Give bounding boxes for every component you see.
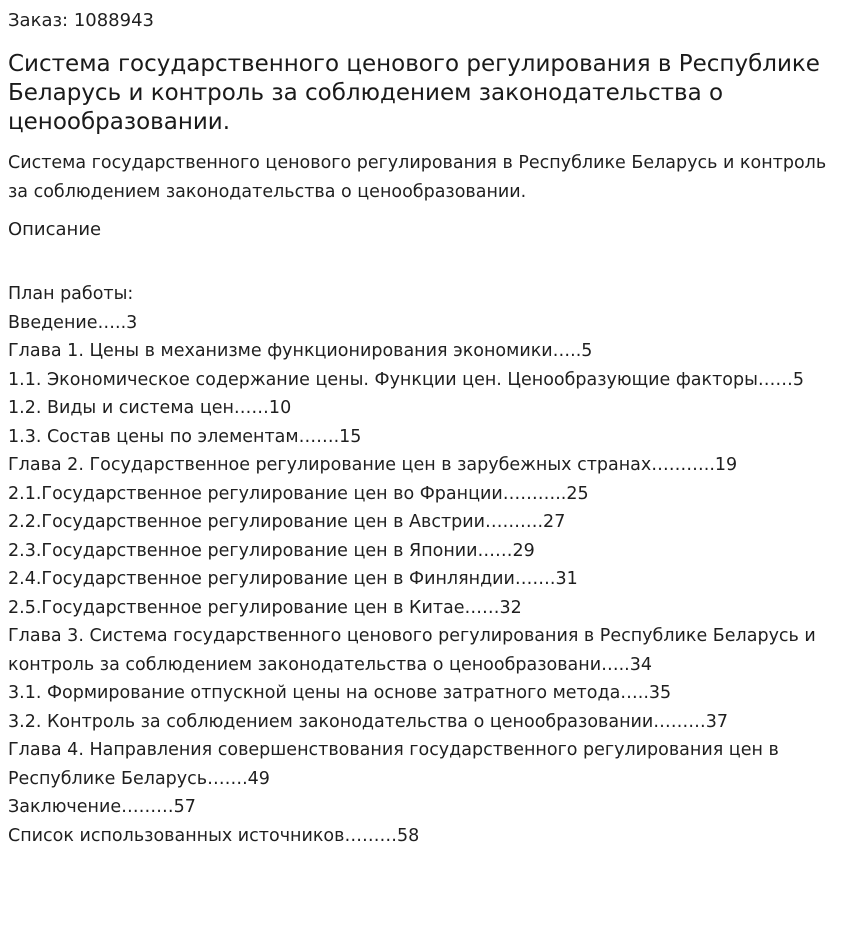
plan-item: Заключение………57 — [8, 797, 196, 817]
plan-item: Введение…..3 — [8, 312, 138, 333]
document-subtitle: Система государственного ценового регулирования в Республике Беларусь и контроль за соблюдением законодательства о ценообразовании. — [8, 153, 827, 202]
plan-item: Глава 1. Цены в механизме функционирования экономики…..5 — [8, 341, 593, 361]
plan-item: Глава 2. Государственное регулирование цен в зарубежных странах………..19 — [8, 455, 738, 475]
plan-item: 2.4.Государственное регулирование цен в Финляндии…….31 — [8, 569, 578, 589]
plan-item: 3.2. Контроль за соблюдением законодательства о ценообразовании………37 — [8, 711, 729, 732]
work-plan-heading: План работы: — [8, 284, 134, 304]
plan-item: 2.2.Государственное регулирование цен в Австрии……….27 — [8, 512, 566, 532]
plan-item: Глава 3. Система государственного ценового регулирования в Республике Беларусь и контроль за соблюдением законодательства о ценообразовани…..34 — [8, 626, 816, 675]
work-plan — [8, 280, 839, 850]
plan-item: 2.5.Государственное регулирование цен в Китае……32 — [8, 597, 522, 618]
plan-item: Глава 4. Направления совершенствования государственного регулирования цен в Республике Беларусь…….49 — [8, 740, 779, 789]
plan-item: 1.3. Состав цены по элементам…….15 — [8, 426, 362, 447]
plan-item: 3.1. Формирование отпускной цены на основе затратного метода…..35 — [8, 683, 672, 703]
plan-item: 2.3.Государственное регулирование цен в Японии……29 — [8, 540, 535, 561]
plan-item: 1.2. Виды и система цен……10 — [8, 398, 292, 418]
plan-item: 1.1. Экономическое содержание цены. Функции цен. Ценообразующие факторы……5 — [8, 369, 805, 390]
document-title: Система государственного ценового регулирования в Республике Беларусь и контроль за соблюдением законодательства о ценообразовании. — [8, 51, 820, 135]
order-number: Заказ: 1088943 — [8, 10, 154, 31]
plan-item: Список использованных источников………58 — [8, 825, 420, 846]
description-heading: Описание — [8, 219, 102, 240]
plan-item: 2.1.Государственное регулирование цен во Франции………..25 — [8, 483, 589, 504]
